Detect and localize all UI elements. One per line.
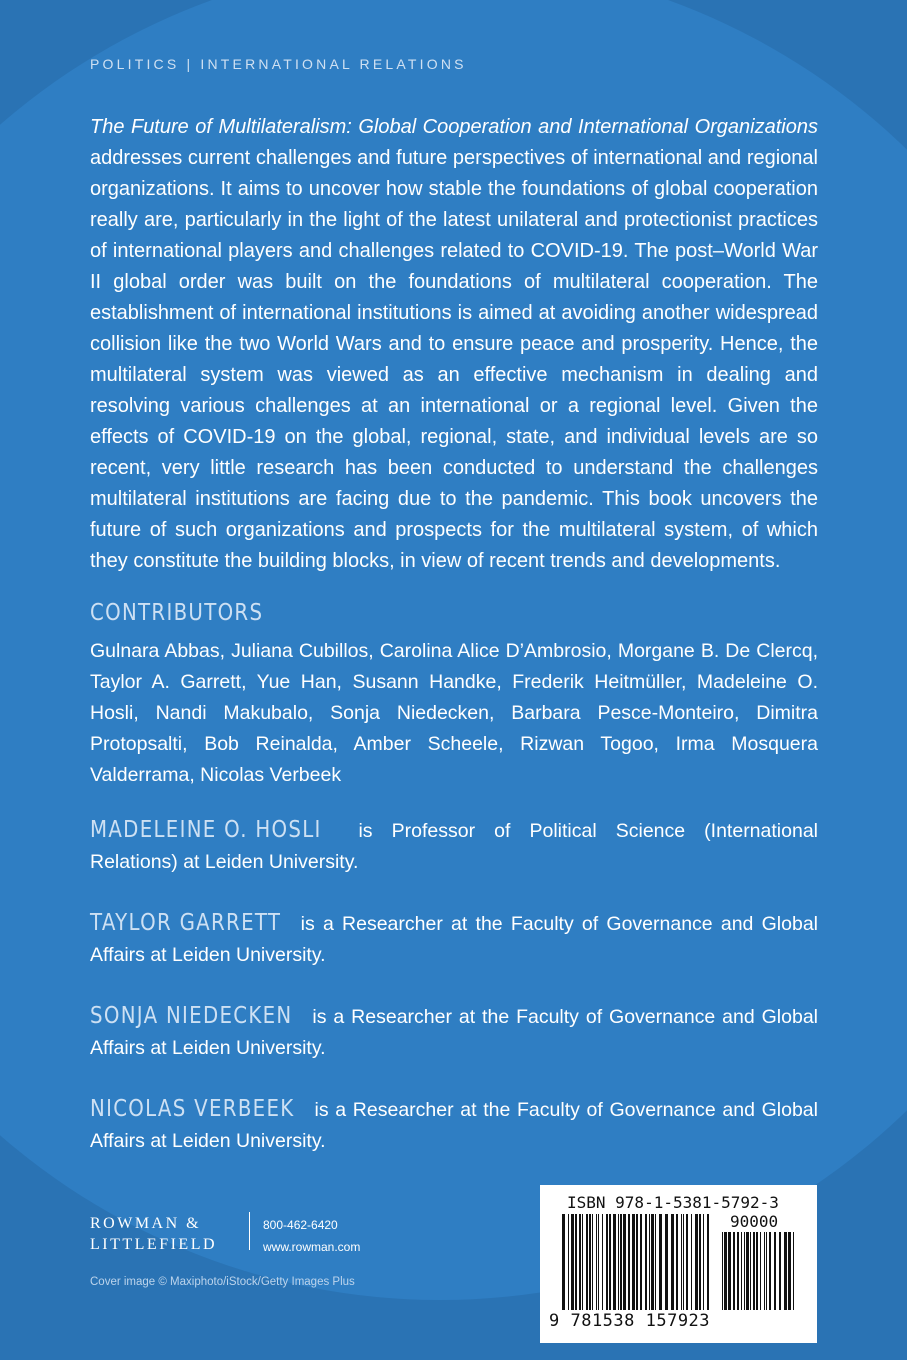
publisher-url: www.rowman.com bbox=[263, 1240, 361, 1254]
barcode-bar bbox=[784, 1232, 787, 1310]
publisher-logo bbox=[90, 1213, 217, 1255]
barcode-bar bbox=[665, 1214, 668, 1310]
author-name: NICOLAS VERBEEK bbox=[90, 1096, 295, 1122]
barcode-bar bbox=[582, 1214, 583, 1310]
barcode-bar bbox=[756, 1232, 758, 1310]
barcode-bar bbox=[592, 1214, 593, 1310]
barcode-bar bbox=[793, 1232, 794, 1310]
barcode-bar bbox=[769, 1232, 771, 1310]
publisher-contact bbox=[263, 1214, 360, 1258]
barcode-bar bbox=[764, 1232, 765, 1310]
author-bio bbox=[90, 1001, 818, 1064]
barcode-bar bbox=[571, 1214, 574, 1310]
barcode-bar bbox=[750, 1232, 751, 1310]
barcode-bar bbox=[779, 1232, 781, 1310]
barcode-bar bbox=[659, 1214, 662, 1310]
barcode-bar bbox=[620, 1214, 622, 1310]
barcode-bar bbox=[655, 1214, 656, 1310]
isbn-barcode bbox=[562, 1214, 714, 1310]
barcode-bar bbox=[724, 1232, 727, 1310]
barcode-bar bbox=[788, 1232, 791, 1310]
barcode-bar bbox=[744, 1232, 745, 1310]
barcode-bar bbox=[691, 1214, 692, 1310]
barcode-bar bbox=[699, 1214, 701, 1310]
publisher-divider bbox=[249, 1212, 250, 1250]
category-label: POLITICS | INTERNATIONAL RELATIONS bbox=[90, 56, 467, 72]
barcode-bar bbox=[632, 1214, 635, 1310]
book-title: The Future of Multilateralism: Global Cooperation and International Organizations bbox=[90, 116, 818, 138]
contributors-heading: CONTRIBUTORS bbox=[90, 600, 264, 626]
barcode-bar bbox=[686, 1214, 688, 1310]
barcode-bar bbox=[628, 1214, 630, 1310]
publisher-name-line2: LITTLEFIELD bbox=[90, 1236, 218, 1253]
barcode-bar bbox=[649, 1214, 650, 1310]
barcode-bar bbox=[602, 1214, 603, 1310]
barcode-bar bbox=[703, 1214, 704, 1310]
publisher-phone: 800-462-6420 bbox=[263, 1218, 338, 1232]
barcode-bar bbox=[753, 1232, 755, 1310]
barcode-bar bbox=[586, 1214, 588, 1310]
addon-barcode bbox=[722, 1232, 796, 1310]
barcode-bar bbox=[676, 1214, 678, 1310]
barcode-bar bbox=[640, 1214, 642, 1310]
author-name: TAYLOR GARRETT bbox=[90, 910, 282, 936]
price-code: 90000 bbox=[730, 1212, 779, 1231]
barcode-bar bbox=[609, 1214, 611, 1310]
barcode-bar bbox=[651, 1214, 654, 1310]
author-description: is Professor of Political Science (International Relations) at Leiden University. bbox=[90, 820, 818, 873]
author-name: MADELEINE O. HOSLI bbox=[90, 817, 322, 843]
barcode-bar bbox=[596, 1214, 597, 1310]
barcode-bar bbox=[623, 1214, 626, 1310]
contributors-list: Gulnara Abbas, Juliana Cubillos, Carolina Alice D’Ambrosio, Morgane B. De Clercq, Taylor A. Garrett, Yue Han, Susann Handke, Frederik Heitmüller, Madeleine O. Hosli, Nandi Makubalo, Sonja Niedecken, Barbara Pesce-Monteiro, Dimitra Protopsalti, Bob Reinalda, Amber Scheele, Rizwan Togoo, Irma Mosquera Valderrama, Nicolas Verbeek bbox=[90, 640, 818, 786]
isbn-label: ISBN 978-1-5381-5792-3 bbox=[567, 1193, 779, 1212]
barcode-bar bbox=[760, 1232, 761, 1310]
barcode-bar bbox=[575, 1214, 577, 1310]
barcode-bar bbox=[618, 1214, 619, 1310]
barcode-bar bbox=[766, 1232, 767, 1310]
barcode-bar bbox=[589, 1214, 591, 1310]
barcode-bar bbox=[562, 1214, 565, 1310]
barcode-bar bbox=[579, 1214, 581, 1310]
publisher-name-line1: ROWMAN & bbox=[90, 1215, 202, 1232]
book-description bbox=[90, 112, 818, 577]
barcode-bar bbox=[681, 1214, 682, 1310]
barcode-bar bbox=[733, 1232, 735, 1310]
author-description: is a Researcher at the Faculty of Governance and Global Affairs at Leiden University. bbox=[90, 913, 818, 966]
barcode-bar bbox=[613, 1214, 616, 1310]
barcode-bar bbox=[598, 1214, 599, 1310]
author-name: SONJA NIEDECKEN bbox=[90, 1003, 293, 1029]
barcode-bar bbox=[606, 1214, 608, 1310]
author-description: is a Researcher at the Faculty of Governance and Global Affairs at Leiden University. bbox=[90, 1099, 818, 1152]
barcode-bar bbox=[683, 1214, 684, 1310]
ean-number: 9 781538 157923 bbox=[549, 1311, 711, 1331]
description-text: addresses current challenges and future perspectives of international and regional organizations. It aims to uncover how stable the foundations of global cooperation really are, particularly in the light of the latest unilateral and protectionist practices of international players and challenges related to COVID-19. The post–World War II global order was built on the foundations of multilateral cooperation. The establishment of international institutions is aimed at avoiding another widespread collision like the two World Wars and to ensure peace and prosperity. Hence, the multilateral system was viewed as an effective mechanism in dealing and resolving various challenges at an international or a regional level. Given the effects of COVID-19 on the global, regional, state, and individual levels are so recent, very little research has been conducted to understand the challenges multilateral institutions are facing due to the pandemic. This book uncovers the future of such organizations and prospects for the multilateral system, of which they constitute the building blocks, in view of recent trends and developments. bbox=[90, 147, 818, 572]
barcode-bar bbox=[695, 1214, 698, 1310]
author-bio bbox=[90, 815, 818, 878]
barcode-bar bbox=[746, 1232, 749, 1310]
barcode-bar bbox=[671, 1214, 674, 1310]
author-bio bbox=[90, 908, 818, 971]
barcode-bar bbox=[645, 1214, 647, 1310]
barcode-bar bbox=[728, 1232, 731, 1310]
author-bio bbox=[90, 1094, 818, 1157]
barcode-bar bbox=[741, 1232, 742, 1310]
barcode-bar bbox=[774, 1232, 776, 1310]
barcode-bar bbox=[568, 1214, 569, 1310]
barcode-bar bbox=[636, 1214, 638, 1310]
author-description: is a Researcher at the Faculty of Governance and Global Affairs at Leiden University. bbox=[90, 1006, 818, 1059]
barcode-bar bbox=[737, 1232, 739, 1310]
barcode-bar bbox=[707, 1214, 709, 1310]
cover-image-credit: Cover image © Maxiphoto/iStock/Getty Images Plus bbox=[90, 1276, 355, 1288]
barcode-bar bbox=[722, 1232, 723, 1310]
